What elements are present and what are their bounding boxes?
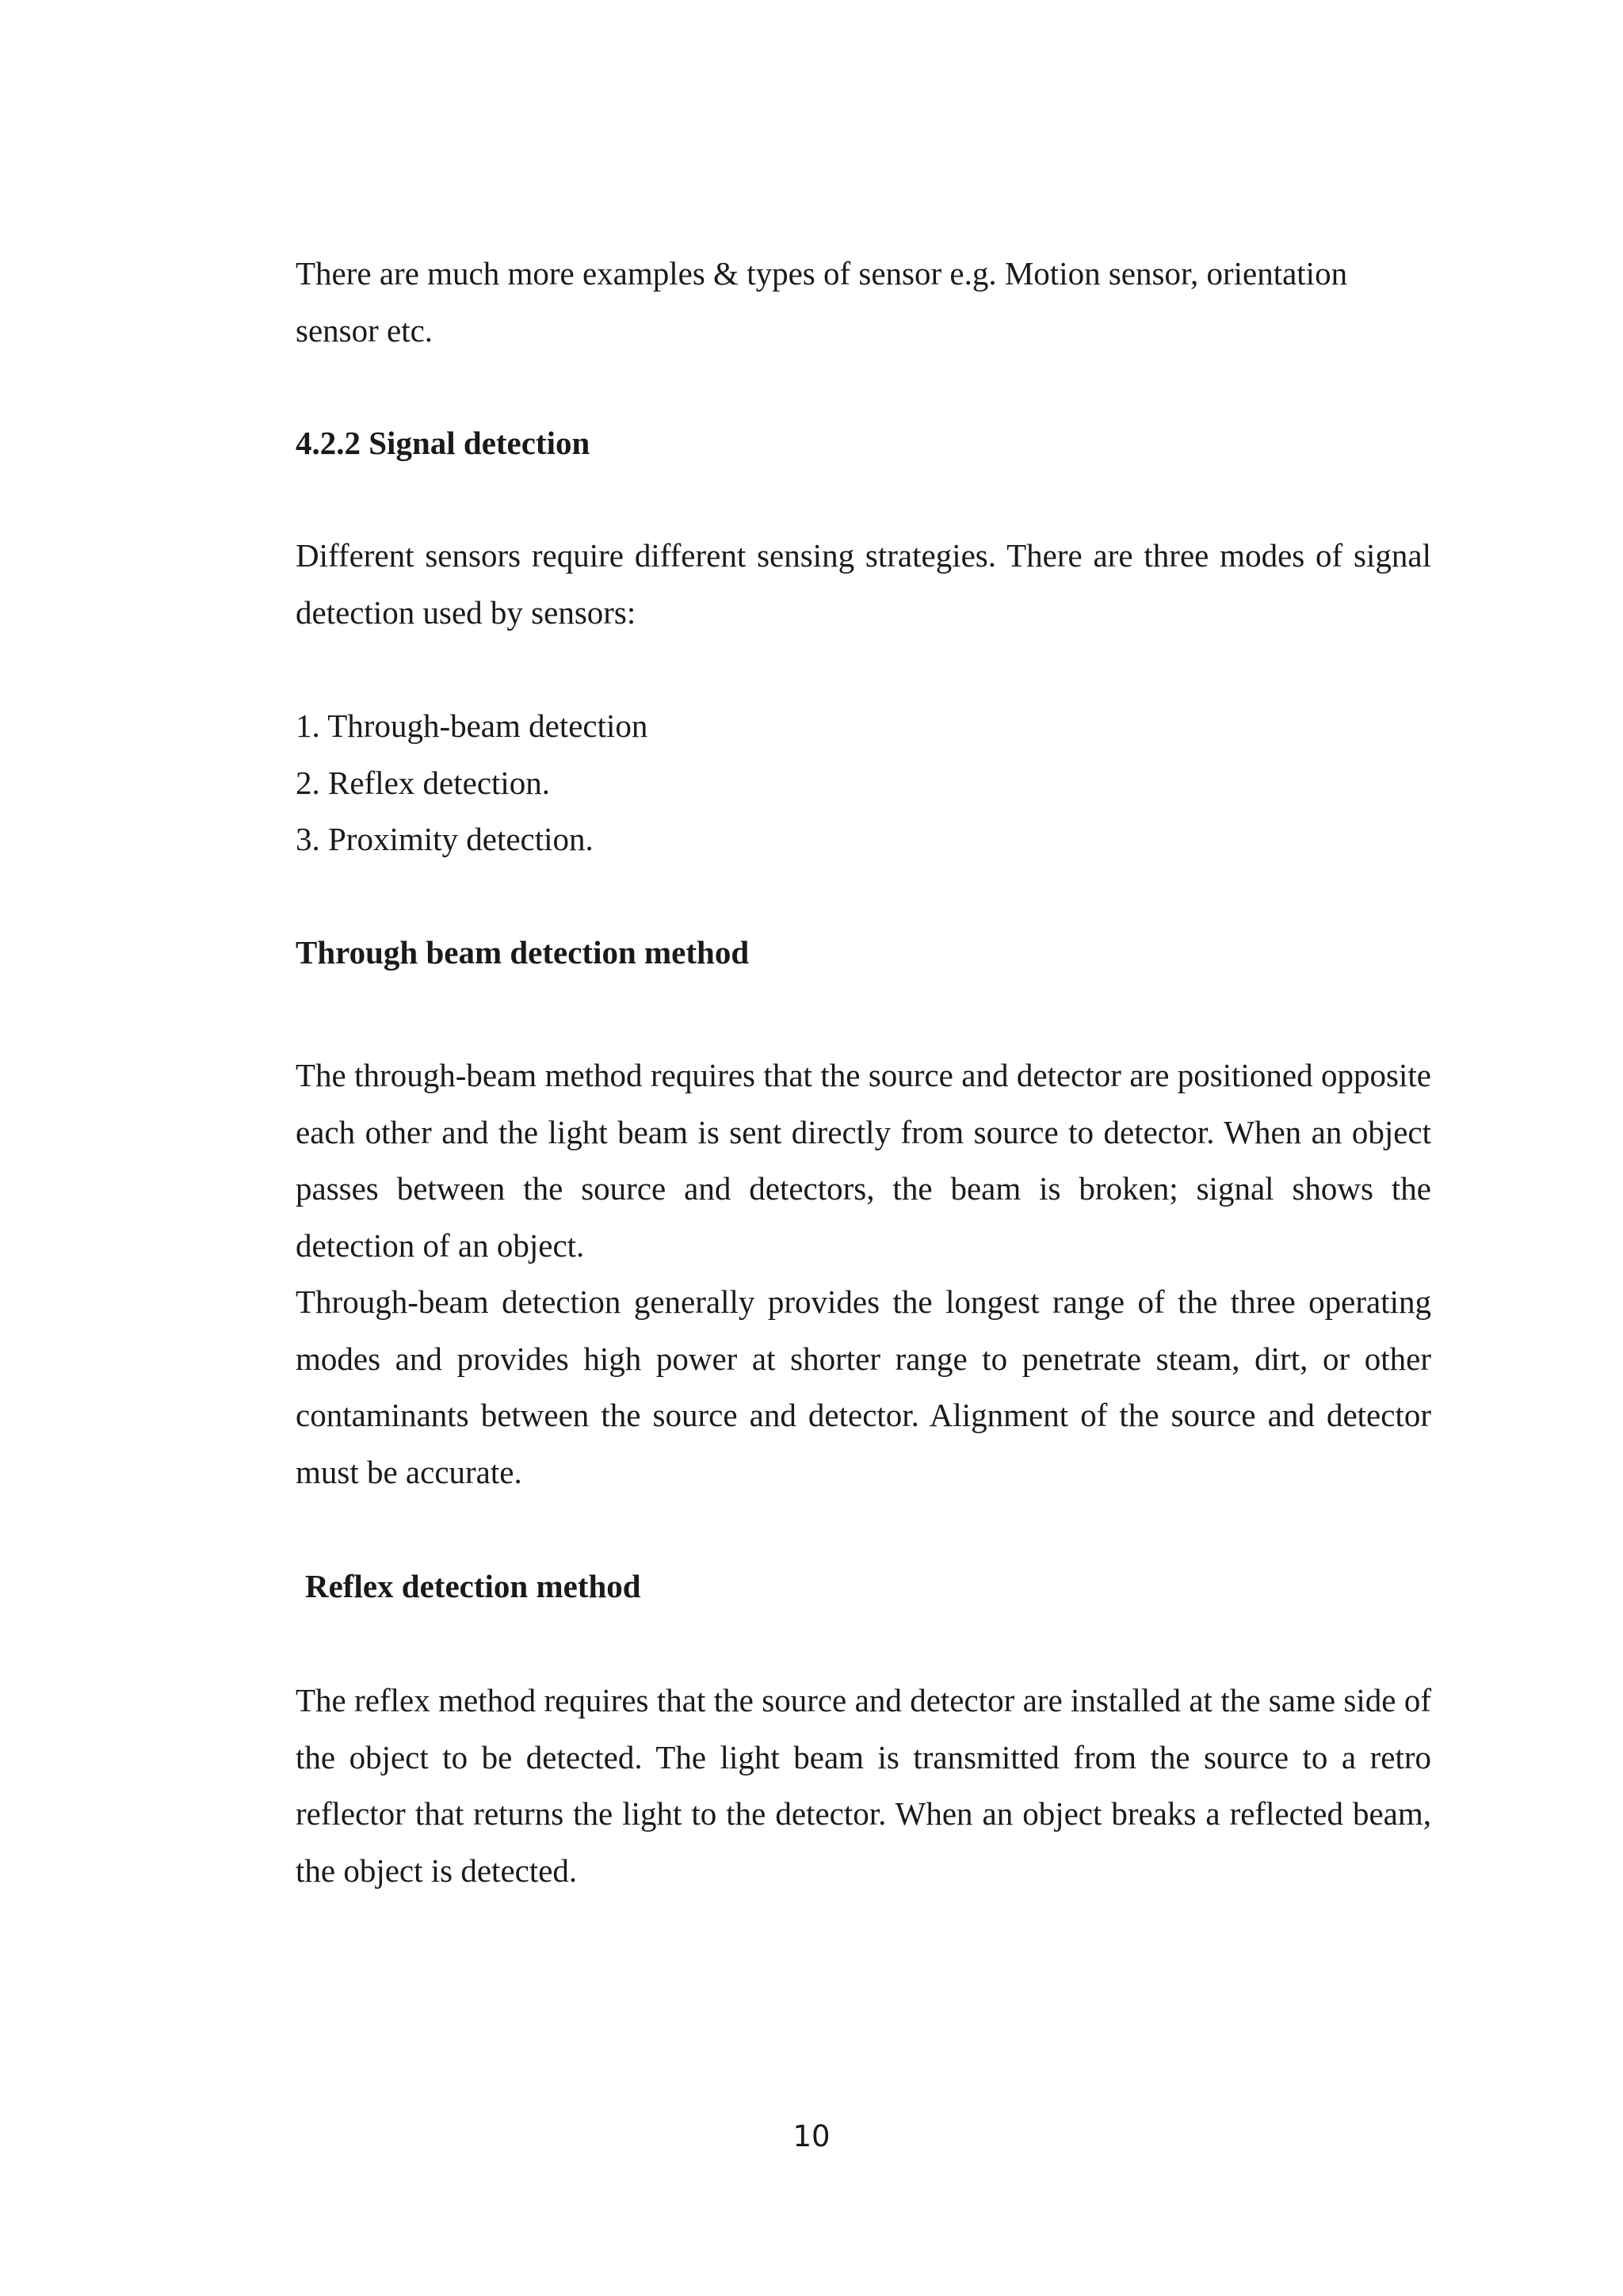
- page-number: 10: [792, 2119, 831, 2153]
- reflex-paragraph: The reflex method requires that the source and detector are installed at the same side of the object to be detected. The light beam is transmitted from the source to a retro reflector that returns the light to the detector. When an object breaks a reflected beam, the object is detected.: [296, 1682, 1431, 1889]
- list-item: 2. Reflex detection.: [296, 764, 551, 801]
- section-intro-paragraph: Different sensors require different sensing strategies. There are three modes of signal detection used by sensors:: [296, 537, 1431, 631]
- through-beam-heading: Through beam detection method: [296, 934, 750, 971]
- intro-paragraph: There are much more examples & types of sensor e.g. Motion sensor, orientation sensor etc.: [296, 255, 1348, 349]
- through-beam-paragraph-2: Through-beam detection generally provides the longest range of the three operating modes and provides high power at shorter range to penetrate steam, dirt, or other contaminants between the source and detector. Alignment of the source and detector must be accurate.: [296, 1283, 1431, 1490]
- reflex-heading: Reflex detection method: [305, 1568, 641, 1604]
- detection-modes-list: [296, 698, 1431, 868]
- through-beam-paragraph-1: The through-beam method requires that the source and detector are positioned opposite each other and the light beam is sent directly from source to detector. When an object passes between the source and detectors, the beam is broken; signal shows the detection of an object.: [296, 1057, 1431, 1264]
- section-heading: 4.2.2 Signal detection: [296, 425, 590, 461]
- list-item: 3. Proximity detection.: [296, 821, 594, 857]
- list-item: 1. Through-beam detection: [296, 707, 648, 744]
- through-beam-text: [296, 1047, 1431, 1501]
